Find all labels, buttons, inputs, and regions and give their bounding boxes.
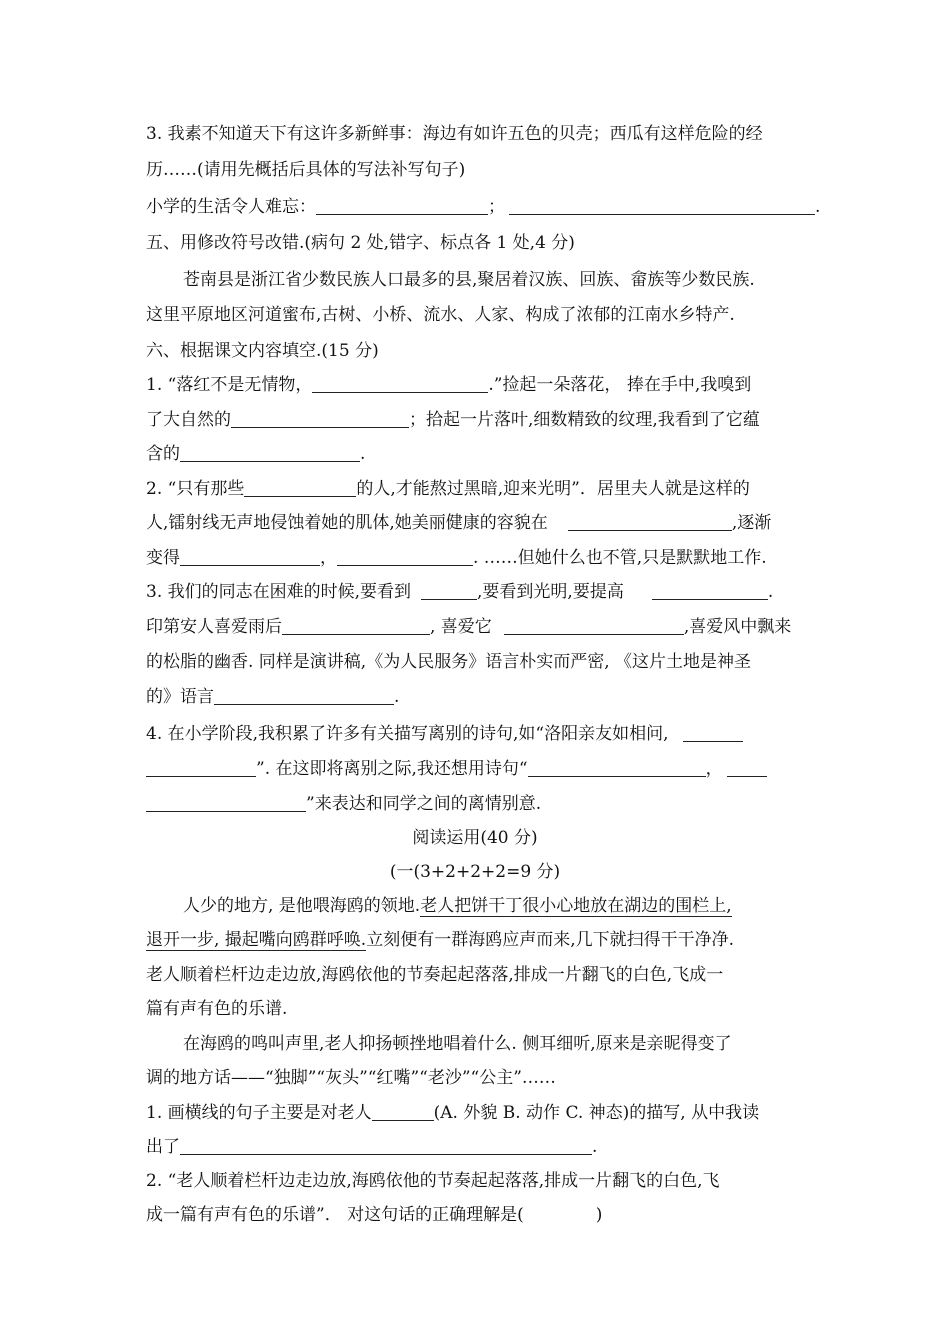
answer-blank[interactable] (244, 479, 356, 497)
answer-blank[interactable] (504, 617, 684, 635)
answer-blank[interactable] (568, 513, 732, 531)
reading-para-2-line-2: 调的地方话——“独脚”“灰头”“红嘴”“老沙”“公主”…… (146, 1068, 556, 1088)
s6-q2-line-2: 人,镭射线无声地侵蚀着她的肌体,她美丽健康的容貌在 ,逐渐 (146, 513, 772, 533)
s6-q4-line-2: ”. 在这即将离别之际,我还想用诗句“ ， (146, 759, 767, 779)
answer-blank[interactable] (180, 444, 360, 462)
answer-blank[interactable] (180, 1137, 592, 1155)
s6-q2-line-1: 2. “只有那些 的人,才能熬过黑暗,迎来光明”．居里夫人就是这样的 (146, 479, 750, 499)
answer-blank[interactable] (146, 794, 306, 812)
s6-q4-line-1: 4. 在小学阶段,我积累了许多有关描写离别的诗句,如“洛阳亲友如相问, (146, 724, 743, 744)
q3-line-2: 历……(请用先概括后具体的写法补写句子) (146, 160, 466, 180)
section-5-para-1: 苍南县是浙江省少数民族人口最多的县,聚居着汉族、回族、畲族等少数民族. (183, 270, 755, 290)
reading-subtitle: (一(3+2+2+2=9 分) (389, 862, 561, 882)
section-6-title: 六、根据课文内容填空.(15 分) (146, 341, 379, 361)
answer-blank[interactable] (180, 548, 320, 566)
answer-blank[interactable] (214, 687, 394, 705)
reading-q2-line-2: 成一篇有声有色的乐谱”． 对这句话的正确理解是( ) (146, 1205, 603, 1225)
s6-q1-line-1: 1. “落红不是无情物， .”捡起一朵落花， 捧在手中,我嗅到 (146, 375, 752, 395)
reading-q2-line-1: 2. “老人顺着栏杆边走边放,海鸥依他的节奏起起落落,排成一片翻飞的白色,飞 (146, 1171, 720, 1191)
s6-q3-line-4: 的》语言 . (146, 687, 400, 707)
reading-para-1-line-3: 老人顺着栏杆边走边放,海鸥依他的节奏起起落落,排成一片翻飞的白色,飞成一 (146, 965, 724, 985)
answer-blank[interactable] (316, 197, 488, 215)
answer-blank[interactable] (231, 410, 409, 428)
s6-q1-line-2: 了大自然的 ；拾起一片落叶,细数精致的纹理,我看到了它蕴 (146, 410, 760, 430)
answer-blank[interactable] (683, 724, 743, 742)
s6-q3-line-2: 印第安人喜爱雨后 , 喜爱它 ,喜爱风中飘来 (146, 617, 792, 637)
answer-blank[interactable] (146, 759, 256, 777)
answer-blank[interactable] (509, 197, 815, 215)
s6-q3-line-1: 3. 我们的同志在困难的时候,要看到 ,要看到光明,要提高 . (146, 582, 774, 602)
reading-title: 阅读运用(40 分) (412, 828, 538, 848)
section-5-para-2: 这里平原地区河道蜜布,古树、小桥、流水、人家、构成了浓郁的江南水乡特产. (146, 305, 735, 325)
underlined-sentence: 老人把饼干丁很小心地放在湖边的围栏上, (420, 896, 732, 916)
q3-line-3: 小学的生活令人难忘： ； . (146, 197, 821, 217)
reading-q1-line-2: 出了 . (146, 1137, 598, 1157)
answer-blank[interactable] (652, 582, 768, 600)
s6-q1-line-3: 含的 . (146, 444, 366, 464)
reading-para-1-line-4: 篇有声有色的乐谱. (146, 999, 288, 1019)
answer-blank[interactable] (337, 548, 473, 566)
answer-blank[interactable] (372, 1103, 434, 1121)
s6-q4-line-3: ”来表达和同学之间的离情别意. (146, 794, 541, 814)
q3-line-1: 3. 我素不知道天下有这许多新鲜事：海边有如许五色的贝壳；西瓜有这样危险的经 (146, 124, 763, 144)
reading-para-2-line-1: 在海鸥的鸣叫声里,老人抑扬顿挫地唱着什么. 侧耳细听,原来是亲昵得变了 (183, 1034, 732, 1054)
s6-q2-line-3: 变得 ， . ……但她什么也不管,只是默默地工作. (146, 548, 767, 568)
answer-blank[interactable] (421, 582, 477, 600)
answer-blank[interactable] (727, 759, 767, 777)
reading-para-1-line-1: 人少的地方, 是他喂海鸥的领地.老人把饼干丁很小心地放在湖边的围栏上, (183, 896, 732, 916)
answer-blank[interactable] (528, 759, 706, 777)
underlined-sentence: 退开一步, 撮起嘴向鸥群呼唤. (146, 930, 367, 950)
answer-blank[interactable] (312, 375, 488, 393)
reading-para-1-line-2: 退开一步, 撮起嘴向鸥群呼唤.立刻便有一群海鸥应声而来,几下就扫得干干净净. (146, 930, 735, 950)
reading-q1-line-1: 1. 画横线的句子主要是对老人 (A. 外貌 B. 动作 C. 神态)的描写, 从中我读 (146, 1103, 760, 1123)
answer-blank[interactable] (282, 617, 430, 635)
s6-q3-line-3: 的松脂的幽香. 同样是演讲稿,《为人民服务》语言朴实而严密, 《这片土地是神圣 (146, 652, 752, 672)
section-5-title: 五、用修改符号改错.(病句 2 处,错字、标点各 1 处,4 分) (146, 233, 575, 253)
